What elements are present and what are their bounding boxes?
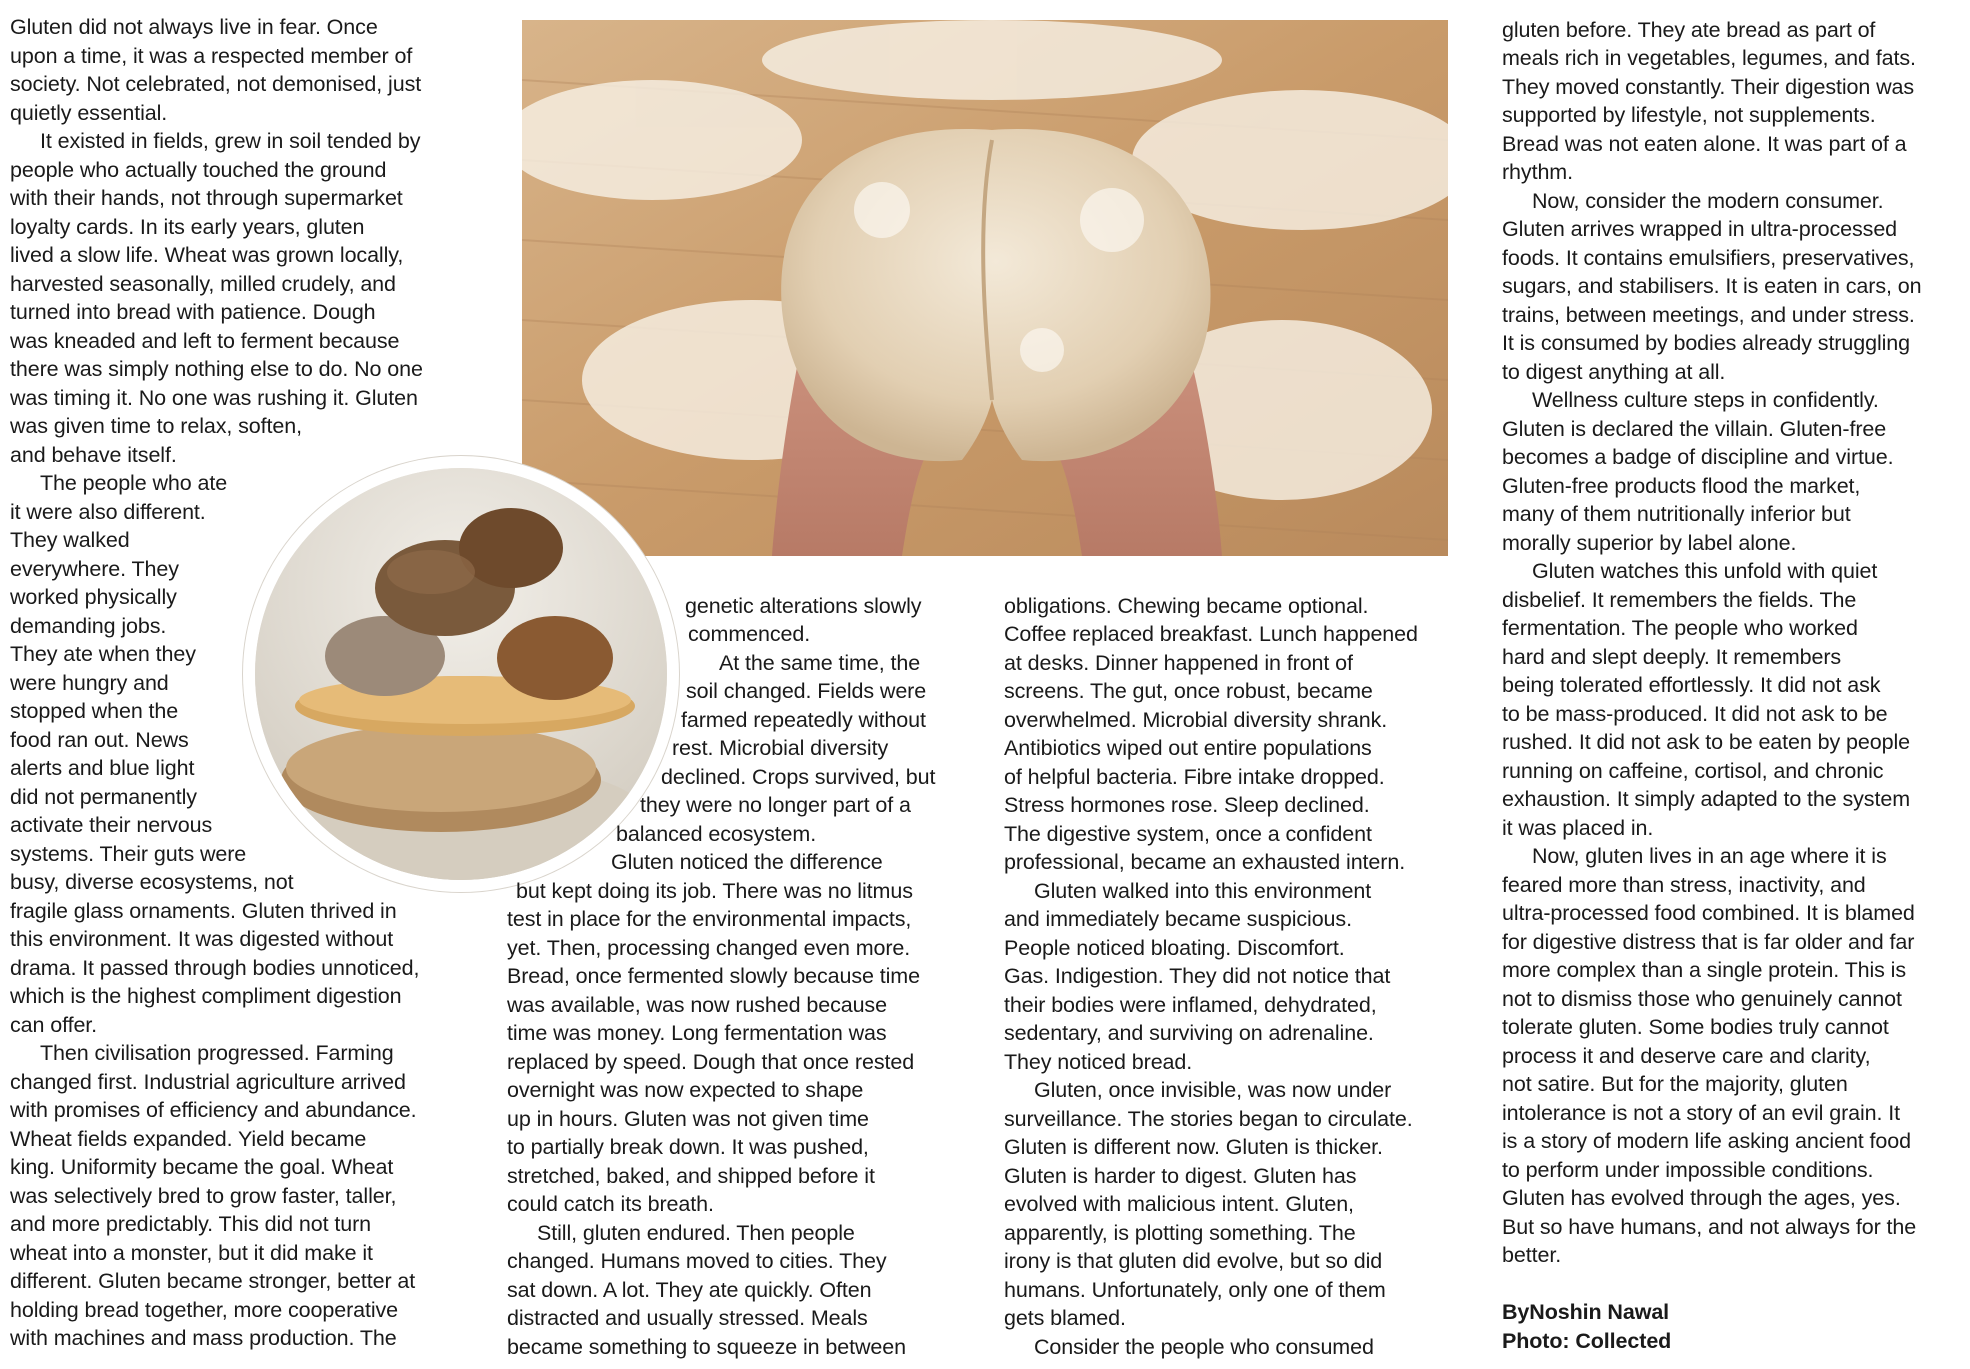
article-line: better. bbox=[1502, 1243, 1562, 1267]
article-line: People noticed bloating. Discomfort. bbox=[1004, 936, 1345, 960]
article-line: to be mass-produced. It did not ask to be bbox=[1502, 702, 1888, 726]
article-line: Gluten has evolved through the ages, yes. bbox=[1502, 1186, 1901, 1210]
article-line: this environment. It was digested without bbox=[10, 927, 394, 951]
article-line: turned into bread with patience. Dough bbox=[10, 300, 376, 324]
article-line: worked physically bbox=[10, 585, 177, 609]
article-line: systems. Their guts were bbox=[10, 842, 247, 866]
article-line: irony is that gluten did evolve, but so did bbox=[1004, 1249, 1383, 1273]
article-line: obligations. Chewing became optional. bbox=[1004, 594, 1369, 618]
article-line: they were no longer part of a bbox=[640, 793, 911, 817]
article-line: feared more than stress, inactivity, and bbox=[1502, 873, 1866, 897]
article-line: balanced ecosystem. bbox=[616, 822, 817, 846]
article-line: supported by lifestyle, not supplements. bbox=[1502, 103, 1876, 127]
article-line: can offer. bbox=[10, 1013, 98, 1037]
article-line: busy, diverse ecosystems, not bbox=[10, 870, 294, 894]
article-line: Gluten is declared the villain. Gluten-free bbox=[1502, 417, 1887, 441]
bread-stack-photo bbox=[243, 456, 679, 892]
article-line: Coffee replaced breakfast. Lunch happened bbox=[1004, 622, 1418, 646]
article-line: humans. Unfortunately, only one of them bbox=[1004, 1278, 1386, 1302]
article-line: changed. Humans moved to cities. They bbox=[507, 1249, 887, 1273]
article-line: It is consumed by bodies already struggling bbox=[1502, 331, 1911, 355]
article-line: stretched, baked, and shipped before it bbox=[507, 1164, 875, 1188]
article-line: many of them nutritionally inferior but bbox=[1502, 502, 1851, 526]
article-line: Gluten watches this unfold with quiet bbox=[1532, 559, 1878, 583]
article-line: was available, was now rushed because bbox=[507, 993, 887, 1017]
article-line: society. Not celebrated, not demonised, just bbox=[10, 72, 422, 96]
photo-credit: Photo: Collected bbox=[1502, 1329, 1672, 1353]
article-line: Now, consider the modern consumer. bbox=[1532, 189, 1884, 213]
article-line: was selectively bred to grow faster, taller, bbox=[10, 1184, 397, 1208]
article-line: which is the highest compliment digestion bbox=[10, 984, 402, 1008]
article-line: Gluten arrives wrapped in ultra-processed bbox=[1502, 217, 1898, 241]
article-line: Gluten walked into this environment bbox=[1034, 879, 1372, 903]
article-line: apparently, is plotting something. The bbox=[1004, 1221, 1356, 1245]
article-line: meals rich in vegetables, legumes, and fats. bbox=[1502, 46, 1916, 70]
article-line: Then civilisation progressed. Farming bbox=[40, 1041, 394, 1065]
article-line: Wheat fields expanded. Yield became bbox=[10, 1127, 367, 1151]
article-line: hard and slept deeply. It remembers bbox=[1502, 645, 1842, 669]
article-line: holding bread together, more cooperative bbox=[10, 1298, 399, 1322]
article-line: lived a slow life. Wheat was grown locally, bbox=[10, 243, 404, 267]
article-line: it were also different. bbox=[10, 500, 206, 524]
article-line: gluten before. They ate bread as part of bbox=[1502, 18, 1876, 42]
article-line: were hungry and bbox=[10, 671, 169, 695]
article-line: Still, gluten endured. Then people bbox=[537, 1221, 855, 1245]
article-line: to perform under impossible conditions. bbox=[1502, 1158, 1874, 1182]
article-line: wheat into a monster, but it did make it bbox=[10, 1241, 373, 1265]
article-line: more complex than a single protein. This is bbox=[1502, 958, 1907, 982]
article-line: fermentation. The people who worked bbox=[1502, 616, 1858, 640]
article-line: but kept doing its job. There was no litmus bbox=[516, 879, 913, 903]
article-line: foods. It contains emulsifiers, preservatives, bbox=[1502, 246, 1915, 270]
article-line: harvested seasonally, milled crudely, and bbox=[10, 272, 396, 296]
article-line: screens. The gut, once robust, became bbox=[1004, 679, 1373, 703]
article-line: Gluten-free products flood the market, bbox=[1502, 474, 1861, 498]
article-line: king. Uniformity became the goal. Wheat bbox=[10, 1155, 394, 1179]
article-line: Gas. Indigestion. They did not notice that bbox=[1004, 964, 1391, 988]
article-line: drama. It passed through bodies unnoticed, bbox=[10, 956, 420, 980]
article-line: Stress hormones rose. Sleep declined. bbox=[1004, 793, 1370, 817]
article-line: did not permanently bbox=[10, 785, 197, 809]
article-line: changed first. Industrial agriculture arrived bbox=[10, 1070, 406, 1094]
article-line: process it and deserve care and clarity, bbox=[1502, 1044, 1871, 1068]
article-line: It existed in fields, grew in soil tended by bbox=[40, 129, 421, 153]
article-line: sugars, and stabilisers. It is eaten in cars, on bbox=[1502, 274, 1922, 298]
article-line: But so have humans, and not always for the bbox=[1502, 1215, 1917, 1239]
article-line: declined. Crops survived, but bbox=[661, 765, 936, 789]
article-line: distracted and usually stressed. Meals bbox=[507, 1306, 868, 1330]
article-line: disbelief. It remembers the fields. The bbox=[1502, 588, 1857, 612]
article-line: Wellness culture steps in confidently. bbox=[1532, 388, 1879, 412]
article-line: test in place for the environmental impacts, bbox=[507, 907, 912, 931]
article-line: with machines and mass production. The bbox=[10, 1326, 397, 1350]
article-line: commenced. bbox=[688, 622, 811, 646]
article-line: trains, between meetings, and under stress. bbox=[1502, 303, 1915, 327]
article-line: farmed repeatedly without bbox=[681, 708, 926, 732]
article-line: They noticed bread. bbox=[1004, 1050, 1193, 1074]
article-line: sat down. A lot. They ate quickly. Often bbox=[507, 1278, 872, 1302]
article-line: Gluten is different now. Gluten is thicker. bbox=[1004, 1135, 1383, 1159]
article-line: up in hours. Gluten was not given time bbox=[507, 1107, 869, 1131]
article-line: is a story of modern life asking ancient food bbox=[1502, 1129, 1911, 1153]
article-line: could catch its breath. bbox=[507, 1192, 714, 1216]
article-line: sedentary, and surviving on adrenaline. bbox=[1004, 1021, 1374, 1045]
article-line: not satire. But for the majority, gluten bbox=[1502, 1072, 1848, 1096]
article-line: with promises of efficiency and abundance. bbox=[10, 1098, 417, 1122]
article-line: stopped when the bbox=[10, 699, 179, 723]
article-line: activate their nervous bbox=[10, 813, 213, 837]
article-line: and immediately became suspicious. bbox=[1004, 907, 1352, 931]
article-line: gets blamed. bbox=[1004, 1306, 1126, 1330]
article-line: of helpful bacteria. Fibre intake dropped. bbox=[1004, 765, 1385, 789]
article-line: ultra-processed food combined. It is blamed bbox=[1502, 901, 1915, 925]
article-line: Consider the people who consumed bbox=[1034, 1335, 1374, 1359]
article-line: overwhelmed. Microbial diversity shrank. bbox=[1004, 708, 1388, 732]
article-line: with their hands, not through supermarket bbox=[10, 186, 403, 210]
article-line: to partially break down. It was pushed, bbox=[507, 1135, 869, 1159]
article-line: loyalty cards. In its early years, gluten bbox=[10, 215, 365, 239]
article-line: genetic alterations slowly bbox=[685, 594, 922, 618]
article-line: evolved with malicious intent. Gluten, bbox=[1004, 1192, 1354, 1216]
article-line: tolerate gluten. Some bodies truly cannot bbox=[1502, 1015, 1889, 1039]
article-line: alerts and blue light bbox=[10, 756, 195, 780]
article-line: Gluten did not always live in fear. Once bbox=[10, 15, 378, 39]
article-line: Gluten noticed the difference bbox=[611, 850, 883, 874]
article-line: was timing it. No one was rushing it. Gluten bbox=[10, 386, 418, 410]
article-line: The people who ate bbox=[40, 471, 228, 495]
article-line: upon a time, it was a respected member of bbox=[10, 44, 413, 68]
article-line: Bread, once fermented slowly because time bbox=[507, 964, 920, 988]
article-line: became something to squeeze in between bbox=[507, 1335, 906, 1359]
article-line: fragile glass ornaments. Gluten thrived in bbox=[10, 899, 397, 923]
article-line: and behave itself. bbox=[10, 443, 177, 467]
article-line: overnight was now expected to shape bbox=[507, 1078, 864, 1102]
article-line: people who actually touched the ground bbox=[10, 158, 387, 182]
article-line: different. Gluten became stronger, better at bbox=[10, 1269, 416, 1293]
byline: ByNoshin Nawal bbox=[1502, 1300, 1670, 1324]
article-line: At the same time, the bbox=[719, 651, 921, 675]
article-line: food ran out. News bbox=[10, 728, 189, 752]
kneading-dough-photo bbox=[522, 20, 1448, 556]
article-line: replaced by speed. Dough that once rested bbox=[507, 1050, 915, 1074]
article-line: it was placed in. bbox=[1502, 816, 1654, 840]
article-line: for digestive distress that is far older and far bbox=[1502, 930, 1915, 954]
article-line: The digestive system, once a confident bbox=[1004, 822, 1372, 846]
article-line: morally superior by label alone. bbox=[1502, 531, 1797, 555]
article-line: running on caffeine, cortisol, and chronic bbox=[1502, 759, 1884, 783]
article-line: intolerance is not a story of an evil grain. It bbox=[1502, 1101, 1901, 1125]
article-line: demanding jobs. bbox=[10, 614, 167, 638]
article-line: being tolerated effortlessly. It did not ask bbox=[1502, 673, 1881, 697]
article-line: They ate when they bbox=[10, 642, 196, 666]
article-line: their bodies were inflamed, dehydrated, bbox=[1004, 993, 1377, 1017]
article-line: was kneaded and left to ferment because bbox=[10, 329, 400, 353]
article-line: Antibiotics wiped out entire populations bbox=[1004, 736, 1372, 760]
article-line: not to dismiss those who genuinely cannot bbox=[1502, 987, 1902, 1011]
article-line: becomes a badge of discipline and virtue. bbox=[1502, 445, 1894, 469]
article-line: exhaustion. It simply adapted to the system bbox=[1502, 787, 1911, 811]
article-line: They walked bbox=[10, 528, 130, 552]
article-line: everywhere. They bbox=[10, 557, 179, 581]
article-line: rest. Microbial diversity bbox=[672, 736, 889, 760]
article-line: and more predictably. This did not turn bbox=[10, 1212, 372, 1236]
article-line: soil changed. Fields were bbox=[686, 679, 927, 703]
article-line: at desks. Dinner happened in front of bbox=[1004, 651, 1353, 675]
article-line: rhythm. bbox=[1502, 160, 1573, 184]
article-line: to digest anything at all. bbox=[1502, 360, 1726, 384]
article-line: quietly essential. bbox=[10, 101, 168, 125]
article-line: time was money. Long fermentation was bbox=[507, 1021, 887, 1045]
article-line: professional, became an exhausted intern. bbox=[1004, 850, 1406, 874]
article-line: yet. Then, processing changed even more. bbox=[507, 936, 911, 960]
article-line: Gluten is harder to digest. Gluten has bbox=[1004, 1164, 1357, 1188]
article-line: rushed. It did not ask to be eaten by people bbox=[1502, 730, 1910, 754]
article-line: Now, gluten lives in an age where it is bbox=[1532, 844, 1887, 868]
article-line: was given time to relax, soften, bbox=[10, 414, 302, 438]
article-line: Gluten, once invisible, was now under bbox=[1034, 1078, 1392, 1102]
article-line: there was simply nothing else to do. No one bbox=[10, 357, 423, 381]
article-line: They moved constantly. Their digestion was bbox=[1502, 75, 1915, 99]
article-line: Bread was not eaten alone. It was part of a bbox=[1502, 132, 1907, 156]
article-line: surveillance. The stories began to circulate. bbox=[1004, 1107, 1413, 1131]
